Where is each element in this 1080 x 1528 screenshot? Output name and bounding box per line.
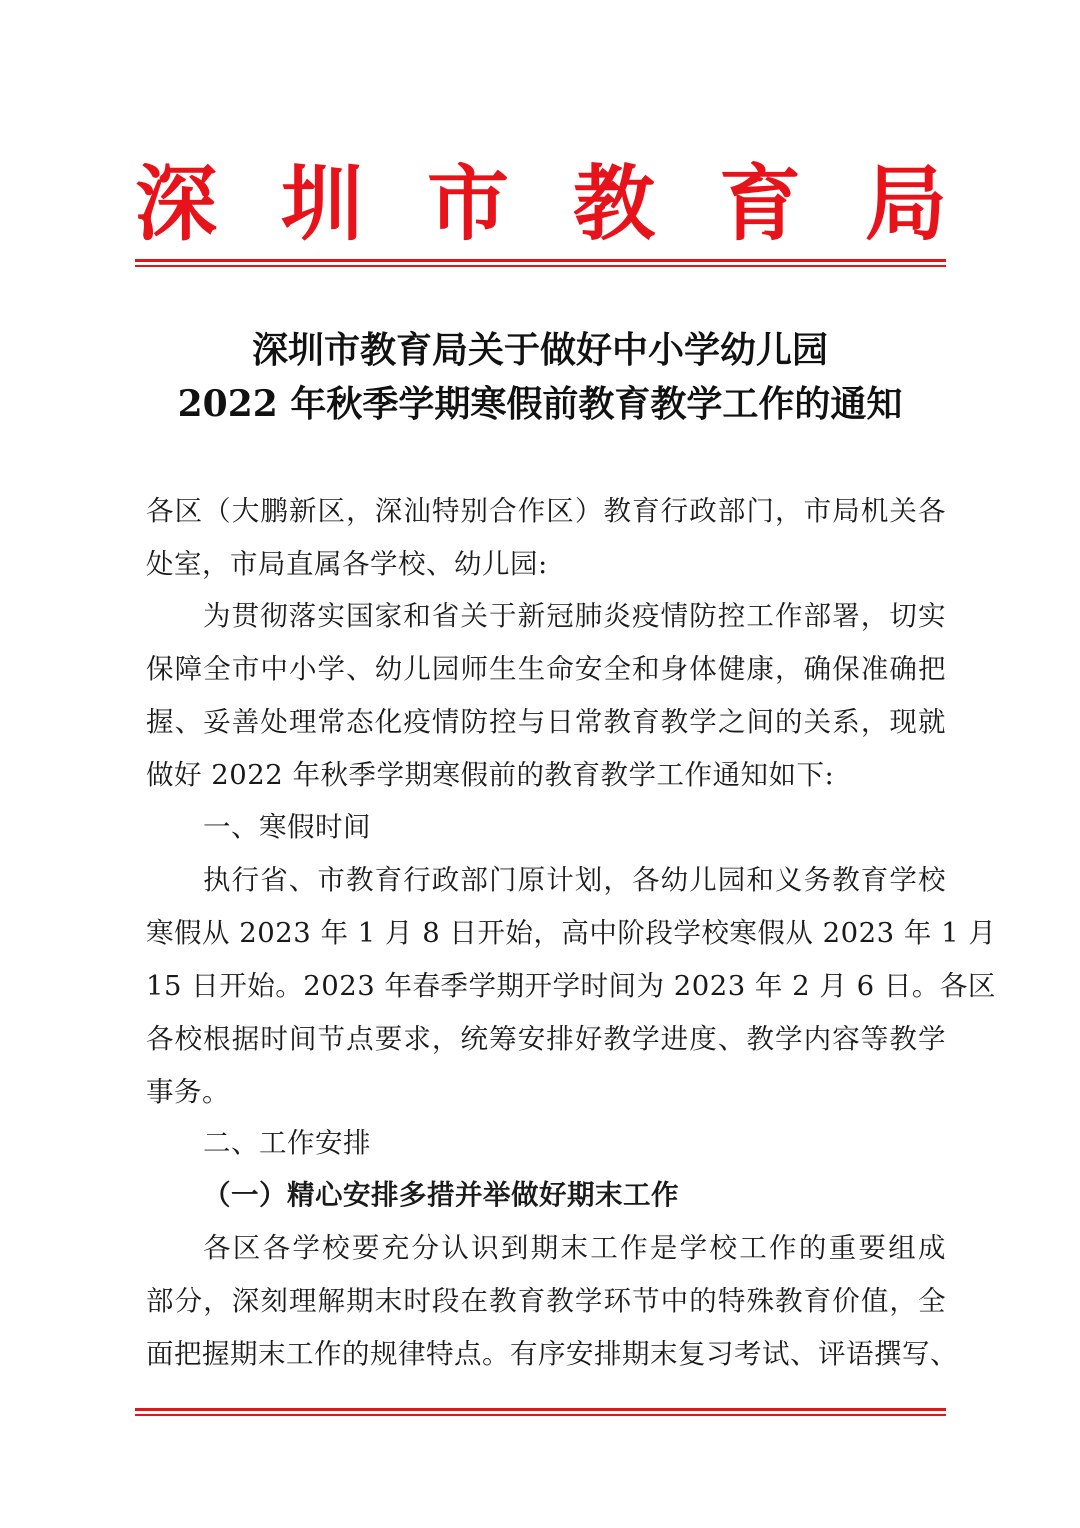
section-heading: 二、工作安排 (203, 1127, 371, 1159)
masthead-rule-thin (135, 265, 946, 267)
paragraph-line: 保障全市中小学、幼儿园师生生命安全和身体健康，确保准确把 (146, 653, 946, 685)
paragraph-line: 事务。 (146, 1076, 230, 1108)
section1-paragraph (146, 854, 997, 1119)
section-subheading: （一）精心安排多措并举做好期末工作 (203, 1179, 679, 1211)
intro-paragraph (146, 590, 946, 802)
paragraph-line: 做好 2022 年秋季学期寒假前的教育教学工作通知如下: (146, 759, 835, 791)
paragraph-line: 各校根据时间节点要求，统筹安排好教学进度、教学内容等教学 (146, 1023, 946, 1055)
paragraph-line: 执行省、市教育行政部门原计划，各幼儿园和义务教育学校 (203, 864, 946, 896)
paragraph-line: 15 日开始。2023 年春季学期开学时间为 2023 年 2 月 6 日。各区 (146, 970, 996, 1002)
masthead-char: 教 (572, 157, 655, 252)
paragraph-line: 握、妥善处理常态化疫情防控与日常教育教学之间的关系，现就 (146, 706, 946, 738)
salutation-line: 各区（大鹏新区，深汕特别合作区）教育行政部门，市局机关各 (146, 495, 946, 527)
masthead-char: 市 (426, 157, 509, 252)
masthead-char: 育 (718, 157, 801, 252)
masthead-char: 局 (864, 157, 947, 252)
section-heading: 一、寒假时间 (203, 811, 371, 843)
paragraph-line: 为贯彻落实国家和省关于新冠肺炎疫情防控工作部署，切实 (203, 600, 946, 632)
masthead-rule-thick (135, 259, 946, 262)
masthead (135, 155, 947, 255)
paragraph-line: 各区各学校要充分认识到期末工作是学校工作的重要组成 (203, 1232, 946, 1264)
masthead-char: 圳 (280, 157, 363, 252)
masthead-char: 深 (135, 157, 218, 252)
footer-rule-thin (135, 1414, 946, 1416)
paragraph-line: 面把握期末工作的规律特点。有序安排期末复习考试、评语撰写、 (146, 1338, 958, 1370)
paragraph-line: 部分，深刻理解期末时段在教育教学环节中的特殊教育价值，全 (146, 1285, 946, 1317)
salutation-line: 处室，市局直属各学校、幼儿园: (146, 548, 548, 580)
paragraph-line: 寒假从 2023 年 1 月 8 日开始，高中阶段学校寒假从 2023 年 1 月 (146, 917, 997, 949)
footer-rule-thick (135, 1408, 946, 1411)
salutation (146, 485, 946, 591)
section2-paragraph (146, 1222, 958, 1381)
document-title-line-2: 2022 年秋季学期寒假前教育教学工作的通知 (177, 383, 903, 425)
document-title-line-1: 深圳市教育局关于做好中小学幼儿园 (251, 329, 828, 371)
